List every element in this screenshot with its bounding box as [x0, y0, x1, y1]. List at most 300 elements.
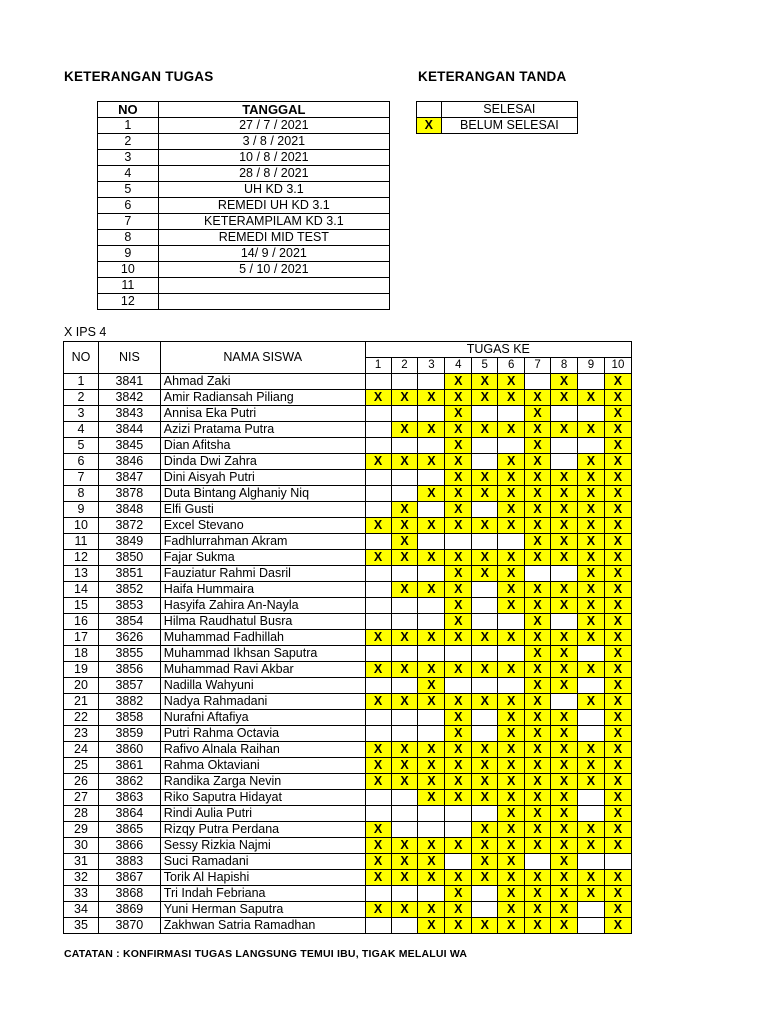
- task-mark-cell: X: [391, 838, 418, 854]
- tugas-no: 4: [98, 166, 159, 182]
- task-mark-cell: [418, 406, 445, 422]
- task-mark-cell: X: [391, 694, 418, 710]
- student-name: Nadilla Wahyuni: [160, 678, 365, 694]
- student-nis: 3850: [98, 550, 160, 566]
- task-mark-cell: X: [391, 742, 418, 758]
- task-mark-cell: X: [525, 422, 551, 438]
- student-row: [64, 854, 632, 870]
- task-mark-cell: [551, 566, 578, 582]
- task-mark-cell: X: [391, 550, 418, 566]
- task-mark-cell: [472, 646, 498, 662]
- task-mark-cell: X: [551, 550, 578, 566]
- task-mark-cell: [365, 886, 391, 902]
- student-nis: 3844: [98, 422, 160, 438]
- task-mark-cell: [418, 598, 445, 614]
- task-mark-cell: X: [472, 662, 498, 678]
- task-mark-cell: X: [391, 630, 418, 646]
- student-row: [64, 502, 632, 518]
- task-mark-cell: X: [498, 598, 525, 614]
- task-mark-cell: X: [577, 598, 604, 614]
- tugas-row: [98, 230, 390, 246]
- task-mark-cell: X: [445, 486, 472, 502]
- task-mark-cell: [577, 790, 604, 806]
- task-mark-cell: X: [577, 518, 604, 534]
- task-mark-cell: X: [445, 614, 472, 630]
- task-mark-cell: [577, 854, 604, 870]
- task-mark-cell: X: [604, 758, 631, 774]
- tugas-row: [98, 166, 390, 182]
- task-mark-cell: X: [604, 534, 631, 550]
- task-mark-cell: [498, 678, 525, 694]
- task-mark-cell: [365, 710, 391, 726]
- task-mark-cell: [577, 806, 604, 822]
- task-mark-cell: [418, 470, 445, 486]
- task-mark-cell: X: [445, 662, 472, 678]
- task-number: 6: [498, 358, 525, 374]
- student-nis: 3866: [98, 838, 160, 854]
- student-row: [64, 662, 632, 678]
- task-mark-cell: [445, 854, 472, 870]
- task-mark-cell: X: [551, 918, 578, 934]
- student-row: [64, 918, 632, 934]
- student-name: Suci Ramadani: [160, 854, 365, 870]
- task-mark-cell: X: [525, 534, 551, 550]
- student-no: 8: [64, 486, 99, 502]
- student-nis: 3865: [98, 822, 160, 838]
- task-mark-cell: X: [525, 758, 551, 774]
- task-mark-cell: X: [498, 470, 525, 486]
- header-no: NO: [98, 102, 159, 118]
- task-mark-cell: [577, 438, 604, 454]
- task-mark-cell: X: [604, 838, 631, 854]
- student-name: Muhammad Ikhsan Saputra: [160, 646, 365, 662]
- student-row: [64, 838, 632, 854]
- student-nis: 3845: [98, 438, 160, 454]
- student-row: [64, 598, 632, 614]
- task-mark-cell: X: [577, 454, 604, 470]
- task-mark-cell: X: [391, 774, 418, 790]
- task-mark-cell: X: [604, 582, 631, 598]
- student-no: 27: [64, 790, 99, 806]
- heading-keterangan-tugas: KETERANGAN TUGAS: [64, 69, 214, 84]
- task-mark-cell: X: [445, 774, 472, 790]
- student-nis: 3858: [98, 710, 160, 726]
- task-mark-cell: X: [551, 646, 578, 662]
- task-mark-cell: [498, 646, 525, 662]
- student-name: Sessy Rizkia Najmi: [160, 838, 365, 854]
- task-mark-cell: X: [604, 694, 631, 710]
- task-mark-cell: [551, 694, 578, 710]
- task-mark-cell: X: [525, 518, 551, 534]
- task-mark-cell: [525, 374, 551, 390]
- student-nis: 3854: [98, 614, 160, 630]
- task-mark-cell: X: [604, 806, 631, 822]
- task-mark-cell: X: [577, 630, 604, 646]
- student-row: [64, 822, 632, 838]
- task-mark-cell: [418, 822, 445, 838]
- student-no: 31: [64, 854, 99, 870]
- task-number: 2: [391, 358, 418, 374]
- task-mark-cell: X: [498, 822, 525, 838]
- student-row: [64, 406, 632, 422]
- task-mark-cell: X: [391, 534, 418, 550]
- student-no: 24: [64, 742, 99, 758]
- student-no: 15: [64, 598, 99, 614]
- student-no: 13: [64, 566, 99, 582]
- task-mark-cell: [472, 710, 498, 726]
- task-mark-cell: X: [445, 518, 472, 534]
- task-mark-cell: X: [365, 902, 391, 918]
- task-mark-cell: X: [498, 390, 525, 406]
- student-no: 23: [64, 726, 99, 742]
- task-mark-cell: X: [445, 758, 472, 774]
- student-name: Rindi Aulia Putri: [160, 806, 365, 822]
- student-name: Yuni Herman Saputra: [160, 902, 365, 918]
- task-mark-cell: [472, 598, 498, 614]
- student-name: Hasyifa Zahira An-Nayla: [160, 598, 365, 614]
- task-mark-cell: X: [604, 598, 631, 614]
- tanda-label: SELESAI: [441, 102, 577, 118]
- student-row: [64, 486, 632, 502]
- student-row: [64, 790, 632, 806]
- task-mark-cell: X: [498, 550, 525, 566]
- task-mark-cell: X: [525, 902, 551, 918]
- student-row: [64, 726, 632, 742]
- student-no: 34: [64, 902, 99, 918]
- task-mark-cell: [525, 854, 551, 870]
- tanda-symbol: X: [417, 118, 442, 134]
- tugas-no: 11: [98, 278, 159, 294]
- task-mark-cell: X: [391, 390, 418, 406]
- task-mark-cell: X: [391, 902, 418, 918]
- task-mark-cell: X: [365, 550, 391, 566]
- task-mark-cell: X: [418, 550, 445, 566]
- task-mark-cell: [391, 646, 418, 662]
- task-mark-cell: [472, 886, 498, 902]
- student-row: [64, 678, 632, 694]
- task-mark-cell: X: [525, 678, 551, 694]
- task-mark-cell: [418, 438, 445, 454]
- task-mark-cell: X: [418, 854, 445, 870]
- task-mark-cell: [472, 678, 498, 694]
- task-mark-cell: X: [418, 662, 445, 678]
- student-name: Dini Aisyah Putri: [160, 470, 365, 486]
- task-mark-cell: X: [391, 422, 418, 438]
- task-mark-cell: X: [365, 838, 391, 854]
- task-mark-cell: X: [604, 390, 631, 406]
- task-mark-cell: X: [472, 918, 498, 934]
- task-mark-cell: X: [604, 870, 631, 886]
- task-mark-cell: X: [551, 374, 578, 390]
- task-mark-cell: X: [472, 550, 498, 566]
- task-mark-cell: [391, 678, 418, 694]
- task-mark-cell: X: [498, 630, 525, 646]
- task-mark-cell: X: [525, 694, 551, 710]
- task-mark-cell: X: [365, 742, 391, 758]
- student-row: [64, 902, 632, 918]
- task-mark-cell: [418, 502, 445, 518]
- student-no: 21: [64, 694, 99, 710]
- task-mark-cell: X: [525, 598, 551, 614]
- task-mark-cell: X: [472, 422, 498, 438]
- student-no: 2: [64, 390, 99, 406]
- student-row: [64, 470, 632, 486]
- task-mark-cell: X: [472, 630, 498, 646]
- task-mark-cell: X: [445, 694, 472, 710]
- student-name: Randika Zarga Nevin: [160, 774, 365, 790]
- task-mark-cell: X: [551, 422, 578, 438]
- student-no: 35: [64, 918, 99, 934]
- student-name: Rafivo Alnala Raihan: [160, 742, 365, 758]
- tugas-no: 3: [98, 150, 159, 166]
- student-nis: 3847: [98, 470, 160, 486]
- student-no: 29: [64, 822, 99, 838]
- task-mark-cell: X: [551, 870, 578, 886]
- tugas-row: [98, 262, 390, 278]
- task-mark-cell: X: [391, 582, 418, 598]
- task-mark-cell: X: [391, 758, 418, 774]
- task-mark-cell: X: [365, 662, 391, 678]
- task-mark-cell: X: [525, 870, 551, 886]
- student-name: Nadya Rahmadani: [160, 694, 365, 710]
- task-mark-cell: X: [551, 774, 578, 790]
- student-no: 19: [64, 662, 99, 678]
- tugas-no: 8: [98, 230, 159, 246]
- student-nis: 3883: [98, 854, 160, 870]
- task-mark-cell: X: [445, 726, 472, 742]
- student-nis: 3864: [98, 806, 160, 822]
- task-mark-cell: [418, 806, 445, 822]
- task-mark-cell: X: [472, 470, 498, 486]
- student-nis: 3842: [98, 390, 160, 406]
- task-mark-cell: [391, 598, 418, 614]
- student-no: 25: [64, 758, 99, 774]
- student-no: 33: [64, 886, 99, 902]
- task-mark-cell: X: [498, 758, 525, 774]
- student-name: Zakhwan Satria Ramadhan: [160, 918, 365, 934]
- task-mark-cell: X: [418, 518, 445, 534]
- task-mark-cell: [365, 806, 391, 822]
- task-mark-cell: [577, 374, 604, 390]
- task-mark-cell: [391, 886, 418, 902]
- task-mark-cell: X: [445, 438, 472, 454]
- task-mark-cell: X: [418, 742, 445, 758]
- task-mark-cell: [551, 406, 578, 422]
- task-mark-cell: [391, 918, 418, 934]
- task-mark-cell: X: [498, 422, 525, 438]
- student-row: [64, 646, 632, 662]
- task-mark-cell: X: [525, 806, 551, 822]
- tanda-table: [416, 101, 578, 134]
- task-mark-cell: X: [551, 534, 578, 550]
- student-nis: 3867: [98, 870, 160, 886]
- task-mark-cell: X: [498, 854, 525, 870]
- tugas-row: [98, 198, 390, 214]
- student-row: [64, 518, 632, 534]
- task-mark-cell: [391, 374, 418, 390]
- student-nis: 3861: [98, 758, 160, 774]
- task-mark-cell: X: [498, 902, 525, 918]
- task-mark-cell: [577, 726, 604, 742]
- student-row: [64, 614, 632, 630]
- task-mark-cell: X: [472, 486, 498, 502]
- tugas-tanggal: REMEDI UH KD 3.1: [158, 198, 389, 214]
- student-nis: 3869: [98, 902, 160, 918]
- task-mark-cell: [365, 486, 391, 502]
- tugas-tanggal: [158, 278, 389, 294]
- task-mark-cell: X: [551, 902, 578, 918]
- task-mark-cell: [391, 486, 418, 502]
- task-mark-cell: X: [418, 454, 445, 470]
- student-no: 26: [64, 774, 99, 790]
- student-name: Dian Afitsha: [160, 438, 365, 454]
- student-no: 9: [64, 502, 99, 518]
- student-no: 28: [64, 806, 99, 822]
- header-nama-siswa: NAMA SISWA: [160, 342, 365, 374]
- task-mark-cell: [498, 406, 525, 422]
- student-row: [64, 374, 632, 390]
- task-mark-cell: [365, 566, 391, 582]
- student-name: Ahmad Zaki: [160, 374, 365, 390]
- tugas-row: [98, 150, 390, 166]
- task-mark-cell: X: [445, 374, 472, 390]
- student-row: [64, 886, 632, 902]
- task-mark-cell: X: [445, 886, 472, 902]
- task-mark-cell: X: [418, 790, 445, 806]
- task-mark-cell: X: [525, 614, 551, 630]
- tugas-tanggal: KETERAMPILAM KD 3.1: [158, 214, 389, 230]
- task-mark-cell: [365, 422, 391, 438]
- task-mark-cell: X: [577, 550, 604, 566]
- task-mark-cell: X: [577, 470, 604, 486]
- student-no: 6: [64, 454, 99, 470]
- task-mark-cell: X: [577, 838, 604, 854]
- task-mark-cell: X: [577, 694, 604, 710]
- task-mark-cell: [551, 614, 578, 630]
- tugas-row: [98, 278, 390, 294]
- task-mark-cell: X: [525, 790, 551, 806]
- student-name: Rizqy Putra Perdana: [160, 822, 365, 838]
- task-mark-cell: X: [472, 822, 498, 838]
- task-mark-cell: X: [445, 406, 472, 422]
- student-row: [64, 422, 632, 438]
- task-mark-cell: [472, 582, 498, 598]
- task-mark-cell: X: [604, 406, 631, 422]
- task-mark-cell: X: [391, 502, 418, 518]
- student-task-table: [63, 341, 632, 934]
- task-mark-cell: X: [525, 838, 551, 854]
- task-mark-cell: X: [604, 886, 631, 902]
- student-no: 7: [64, 470, 99, 486]
- student-row: [64, 774, 632, 790]
- task-mark-cell: [365, 438, 391, 454]
- tugas-no: 10: [98, 262, 159, 278]
- student-name: Elfi Gusti: [160, 502, 365, 518]
- task-mark-cell: X: [577, 486, 604, 502]
- task-mark-cell: X: [604, 646, 631, 662]
- student-nis: 3872: [98, 518, 160, 534]
- student-row: [64, 758, 632, 774]
- task-mark-cell: [472, 438, 498, 454]
- tugas-tanggal: 10 / 8 / 2021: [158, 150, 389, 166]
- task-mark-cell: X: [604, 518, 631, 534]
- student-name: Riko Saputra Hidayat: [160, 790, 365, 806]
- student-nis: 3860: [98, 742, 160, 758]
- task-mark-cell: [365, 598, 391, 614]
- task-mark-cell: X: [445, 918, 472, 934]
- tanda-row: [417, 102, 578, 118]
- tugas-no: 6: [98, 198, 159, 214]
- task-mark-cell: X: [604, 374, 631, 390]
- student-no: 10: [64, 518, 99, 534]
- task-mark-cell: X: [577, 774, 604, 790]
- student-no: 22: [64, 710, 99, 726]
- student-name: Tri Indah Febriana: [160, 886, 365, 902]
- student-name: Torik Al Hapishi: [160, 870, 365, 886]
- task-mark-cell: X: [445, 838, 472, 854]
- task-mark-cell: X: [445, 470, 472, 486]
- task-mark-cell: X: [551, 838, 578, 854]
- student-nis: 3849: [98, 534, 160, 550]
- task-mark-cell: X: [525, 486, 551, 502]
- class-label: X IPS 4: [64, 325, 107, 339]
- task-mark-cell: X: [604, 470, 631, 486]
- task-mark-cell: X: [418, 582, 445, 598]
- student-nis: 3851: [98, 566, 160, 582]
- student-no: 16: [64, 614, 99, 630]
- task-mark-cell: X: [418, 678, 445, 694]
- student-row: [64, 454, 632, 470]
- task-mark-cell: X: [577, 758, 604, 774]
- task-mark-cell: X: [551, 470, 578, 486]
- student-nis: 3878: [98, 486, 160, 502]
- task-mark-cell: X: [418, 758, 445, 774]
- task-mark-cell: X: [551, 854, 578, 870]
- student-name: Amir Radiansah Piliang: [160, 390, 365, 406]
- task-mark-cell: [365, 614, 391, 630]
- student-row: [64, 806, 632, 822]
- task-mark-cell: X: [418, 422, 445, 438]
- task-mark-cell: X: [472, 518, 498, 534]
- task-mark-cell: X: [445, 790, 472, 806]
- task-mark-cell: X: [472, 566, 498, 582]
- tugas-row: [98, 134, 390, 150]
- student-row: [64, 390, 632, 406]
- task-mark-cell: X: [418, 630, 445, 646]
- tugas-row: [98, 182, 390, 198]
- task-mark-cell: X: [365, 870, 391, 886]
- task-mark-cell: X: [498, 806, 525, 822]
- tanda-row: [417, 118, 578, 134]
- student-nis: 3868: [98, 886, 160, 902]
- student-nis: 3841: [98, 374, 160, 390]
- student-nis: 3626: [98, 630, 160, 646]
- task-mark-cell: [418, 886, 445, 902]
- heading-keterangan-tanda: KETERANGAN TANDA: [418, 69, 567, 84]
- task-mark-cell: X: [604, 902, 631, 918]
- student-row: [64, 694, 632, 710]
- task-mark-cell: X: [604, 710, 631, 726]
- task-mark-cell: [577, 678, 604, 694]
- student-nis: 3856: [98, 662, 160, 678]
- task-mark-cell: [418, 726, 445, 742]
- task-mark-cell: X: [498, 838, 525, 854]
- task-mark-cell: X: [525, 774, 551, 790]
- task-mark-cell: X: [551, 662, 578, 678]
- task-mark-cell: X: [604, 678, 631, 694]
- task-mark-cell: X: [498, 790, 525, 806]
- task-mark-cell: X: [577, 822, 604, 838]
